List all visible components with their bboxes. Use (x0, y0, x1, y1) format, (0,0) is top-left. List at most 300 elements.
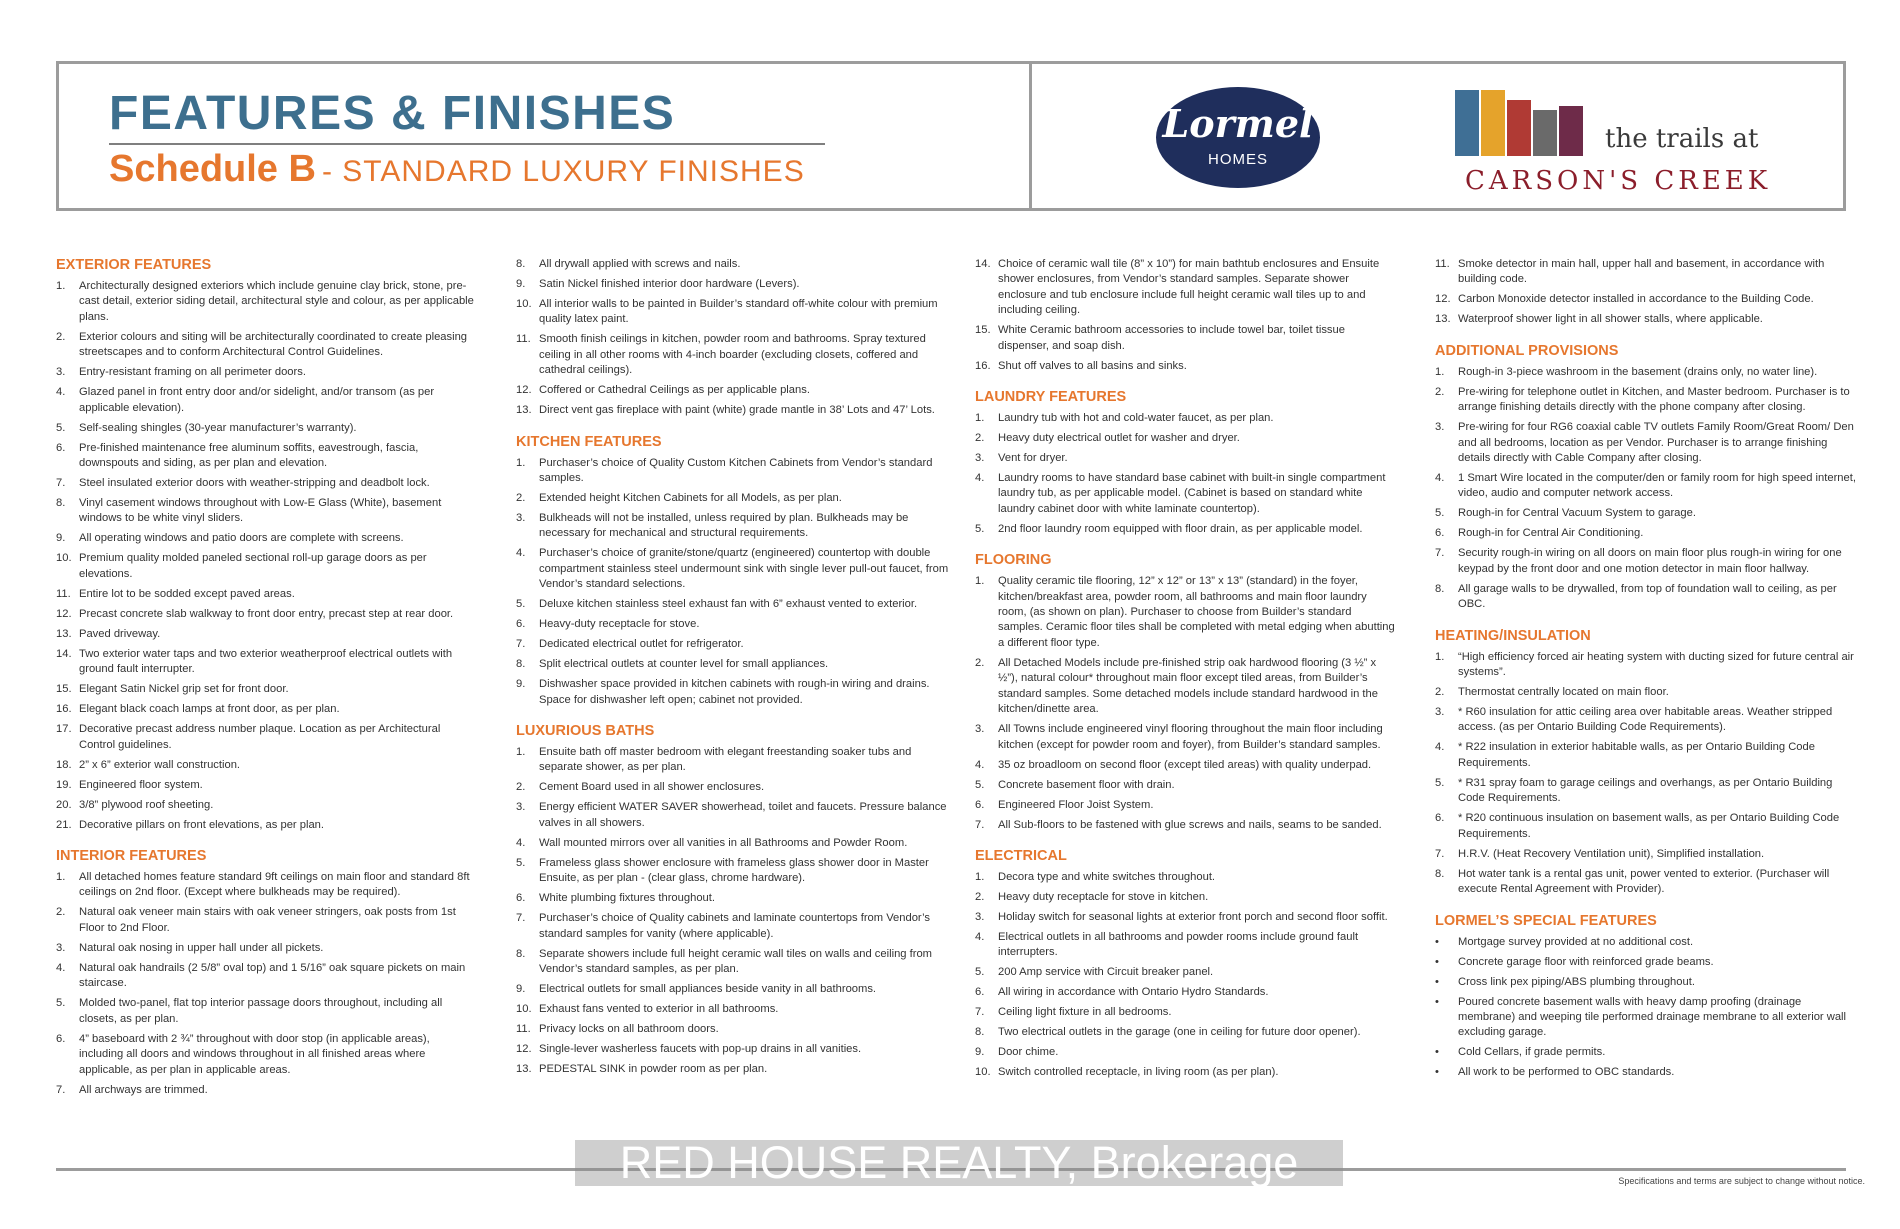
list-item (1435, 1065, 1860, 1080)
item-text: Ceiling light fixture in all bedrooms. (998, 1006, 1172, 1019)
item-number: 2. (56, 906, 66, 919)
item-text: Decorative precast address number plaque. Location as per Architectural Control guidelines. (79, 723, 441, 751)
section-additional-provisions (1435, 343, 1860, 613)
item-text: All drywall applied with screws and nails. (539, 258, 741, 270)
item-list (1435, 650, 1860, 898)
item-number: 10. (516, 298, 532, 310)
item-number: 1. (516, 456, 526, 469)
item-text: Dishwasher space provided in kitchen cabinets with rough-in wiring and drains. Space for dishwasher left open; cabinet not provided. (539, 678, 930, 706)
list-item (975, 411, 1395, 426)
item-text: Quality ceramic tile flooring, 12” x 12” or 13” x 13” (standard) in the foyer, kitchen/breakfast area, powder room, all bathrooms and main floor laundry room, (as shown on plan). Purchaser to choose from Builder’s standard samples. Ceramic floor tiles shall be completed with metal edging when abutting a different floor type. (998, 575, 1395, 649)
list-item (1435, 776, 1860, 807)
item-text: All garage walls to be drywalled, from top of foundation wall to ceiling, as per OBC. (1458, 582, 1837, 611)
item-number: 1. (975, 412, 985, 425)
item-number: 6. (56, 1032, 66, 1045)
item-number: 7. (516, 912, 526, 925)
list-item (516, 456, 952, 487)
item-text: Dedicated electrical outlet for refrigerator. (539, 638, 744, 651)
page-subtitle (109, 148, 805, 191)
list-item (56, 421, 474, 436)
list-item (516, 383, 952, 398)
item-number: 1. (516, 746, 526, 759)
item-number: 8. (516, 947, 526, 960)
list-item (56, 778, 474, 793)
item-number: 9. (56, 532, 66, 545)
item-number: 2. (975, 656, 985, 669)
item-text: Choice of ceramic wall tile (8” x 10”) for main bathtub enclosures and Ensuite shower enclosures, from Vendor’s standard samples. Separate shower enclosure and tub enclosure include full height ceramic wall tiles up to and including ceiling. (998, 258, 1380, 317)
item-text: Single-lever washerless faucets with pop-up drains in all vanities. (539, 1043, 862, 1056)
item-number: 6. (1435, 527, 1445, 540)
item-number: 5. (516, 856, 526, 869)
item-text: Two exterior water taps and two exterior weatherproof electrical outlets with ground fault interrupter. (79, 647, 453, 676)
item-number: 11. (516, 1023, 531, 1036)
list-item (1435, 582, 1860, 613)
column-3 (975, 257, 1395, 1096)
list-item (975, 257, 1395, 319)
list-item (516, 332, 952, 378)
item-text: 2” x 6” exterior wall construction. (79, 758, 241, 771)
item-text: Molded two-panel, flat top interior passage doors throughout, including all closets, as per plan. (79, 997, 443, 1025)
item-number: 13. (56, 627, 72, 640)
item-number: 3. (975, 452, 985, 465)
list-item (56, 758, 474, 773)
item-text: Hot water tank is a rental gas unit, power vented to exterior. (Purchaser will execute Rental Agreement with Provider). (1458, 867, 1830, 896)
list-item (56, 551, 474, 582)
item-text: Deluxe kitchen stainless steel exhaust fan with 6” exhaust vented to exterior. (539, 598, 918, 611)
list-item (975, 930, 1395, 961)
section-electrical-continued (1435, 257, 1860, 328)
item-number: 13. (1435, 313, 1451, 326)
section-interior-features (56, 848, 474, 1098)
brokerage-watermark (575, 1137, 1343, 1188)
list-item (975, 522, 1395, 537)
list-item (1435, 312, 1860, 327)
item-number: 12. (56, 607, 72, 620)
subtitle-description: - STANDARD LUXURY FINISHES (321, 155, 805, 188)
item-list (1435, 365, 1860, 613)
list-item (56, 279, 474, 325)
list-item (516, 1042, 952, 1057)
item-text: * R31 spray foam to garage ceilings and overhangs, as per Ontario Building Code Requirements. (1458, 776, 1833, 805)
item-number: • (1435, 995, 1439, 1008)
list-item (1435, 1045, 1860, 1060)
list-item (516, 657, 952, 672)
list-item (56, 870, 474, 901)
list-item (975, 656, 1395, 718)
item-number: 4. (1435, 741, 1445, 754)
item-text: Heavy duty electrical outlet for washer and dryer. (998, 432, 1240, 445)
list-item (56, 330, 474, 361)
list-item (1435, 955, 1860, 970)
item-text: Entry-resistant framing on all perimeter doors. (79, 366, 306, 379)
list-item (1435, 847, 1860, 862)
item-text: Switch controlled receptacle, in living room (as per plan). (998, 1066, 1279, 1079)
list-item (516, 617, 952, 632)
item-number: 19. (56, 778, 72, 791)
item-text: Self-sealing shingles (30-year manufacturer’s warranty). (79, 421, 357, 434)
item-text: Pre-wiring for telephone outlet in Kitchen, and Master bedroom. Purchaser is to arrange finishing details directly with the phone company after closing. (1458, 385, 1850, 414)
list-item (56, 587, 474, 602)
item-number: 10. (56, 552, 72, 565)
item-number: 3. (516, 512, 526, 525)
list-item (56, 798, 474, 813)
list-item (56, 647, 474, 678)
section-baths-continued (975, 257, 1395, 374)
lormel-logo-homes: HOMES (1207, 151, 1268, 168)
item-text: Cross link pex piping/ABS plumbing throughout. (1458, 975, 1695, 988)
item-number: 12. (516, 1043, 532, 1056)
item-text: Mortgage survey provided at no additional cost. (1458, 935, 1694, 948)
item-number: 8. (516, 258, 526, 270)
list-item (516, 257, 952, 272)
logo-trails-text: the trails at (1605, 124, 1759, 154)
list-item (1435, 705, 1860, 736)
list-item (56, 607, 474, 622)
logo-bar-gray (1533, 110, 1557, 156)
item-list (975, 257, 1395, 374)
list-item (516, 947, 952, 978)
item-number: 6. (975, 986, 985, 999)
list-item (56, 818, 474, 833)
list-item (1435, 995, 1860, 1041)
item-number: 4. (975, 472, 985, 485)
section-title: EXTERIOR FEATURES (56, 257, 212, 273)
item-number: • (1435, 1066, 1439, 1079)
list-item (1435, 365, 1860, 380)
item-text: Pre-finished maintenance free aluminum soffits, eavestrough, fascia, downspouts and siding, as per plan and elevation. (79, 441, 419, 470)
item-text: H.R.V. (Heat Recovery Ventilation unit), Simplified installation. (1458, 847, 1765, 860)
item-number: 12. (1435, 293, 1451, 306)
item-number: 11. (516, 333, 531, 346)
section-kitchen-features (516, 434, 952, 708)
item-number: 11. (56, 587, 71, 600)
section-title: HEATING/INSULATION (1435, 627, 1591, 644)
list-item (1435, 385, 1860, 416)
section-exterior-features (56, 257, 474, 833)
lormel-homes-logo (1156, 87, 1320, 188)
item-text: White Ceramic bathroom accessories to include towel bar, toilet tissue dispenser, and soap dish. (998, 324, 1345, 352)
list-item (975, 758, 1395, 773)
item-list (516, 257, 952, 419)
list-item (516, 982, 952, 997)
item-text: Carbon Monoxide detector installed in accordance to the Building Code. (1458, 293, 1814, 306)
item-number: 1. (56, 871, 66, 884)
item-text: Heavy duty receptacle for stove in kitchen. (998, 890, 1209, 903)
list-item (516, 780, 952, 795)
item-number: 7. (975, 818, 985, 831)
item-text: Natural oak nosing in upper hall under all pickets. (79, 941, 324, 954)
item-text: Privacy locks on all bathroom doors. (539, 1023, 719, 1036)
item-number: 5. (975, 522, 985, 535)
item-number: 15. (56, 683, 72, 696)
item-text: Electrical outlets in all bathrooms and powder rooms include ground fault interrupters. (998, 930, 1359, 959)
list-item (516, 297, 952, 328)
list-item (975, 798, 1395, 813)
item-text: Rough-in for Central Vacuum System to garage. (1458, 507, 1696, 520)
item-text: Laundry rooms to have standard base cabinet with built-in single compartment laundry tub, as per applicable model. (Cabinet is based on standard white laundry cabinet door with white laminate countertop). (998, 472, 1386, 515)
column-1 (56, 257, 474, 1113)
item-number: 3. (1435, 421, 1445, 434)
list-item (56, 996, 474, 1027)
item-number: 10. (975, 1066, 991, 1079)
item-number: 9. (516, 678, 526, 691)
item-text: Engineered floor system. (79, 778, 203, 791)
item-text: Smoke detector in main hall, upper hall and basement, in accordance with building code. (1458, 258, 1825, 286)
item-text: Engineered Floor Joist System. (998, 798, 1154, 811)
list-item (56, 1083, 474, 1098)
item-text: Concrete basement floor with drain. (998, 778, 1175, 791)
item-text: Wall mounted mirrors over all vanities in all Bathrooms and Powder Room. (539, 836, 908, 849)
item-text: Thermostat centrally located on main floor. (1458, 686, 1669, 699)
list-item (975, 471, 1395, 517)
item-text: Door chime. (998, 1046, 1059, 1059)
list-item (516, 856, 952, 887)
item-text: Exhaust fans vented to exterior in all bathrooms. (539, 1003, 779, 1016)
item-text: Cement Board used in all shower enclosures. (539, 781, 765, 794)
list-item (56, 1032, 474, 1078)
subtitle-schedule: Schedule B (109, 148, 316, 190)
item-text: Decora type and white switches throughout. (998, 870, 1216, 883)
list-item (1435, 526, 1860, 541)
item-text: Two electrical outlets in the garage (one in ceiling for future door opener). (998, 1026, 1361, 1039)
list-item (975, 910, 1395, 925)
list-item (1435, 740, 1860, 771)
list-item (1435, 292, 1860, 307)
item-number: • (1435, 975, 1439, 988)
item-text: Pre-wiring for four RG6 coaxial cable TV outlets Family Room/Great Room/ Den and all bedrooms, location as per Vendor. Purchaser is to arrange finishing details directly with Cable Company after closing. (1458, 421, 1854, 465)
item-text: Natural oak handrails (2 5/8” oval top) and 1 5/16” oak square pickets on main staircase. (79, 961, 466, 990)
list-item (56, 365, 474, 380)
item-number: 13. (516, 404, 532, 417)
item-text: Rough-in for Central Air Conditioning. (1458, 527, 1644, 540)
item-number: 7. (516, 638, 526, 651)
list-item (516, 1022, 952, 1037)
list-item (516, 491, 952, 506)
section-title: FLOORING (975, 552, 1052, 569)
list-item (1435, 506, 1860, 521)
item-text: * R22 insulation in exterior habitable walls, as per Ontario Building Code Requirements. (1458, 741, 1815, 769)
item-number: 17. (56, 723, 72, 736)
item-number: 1. (1435, 650, 1445, 663)
logo-bar-orange (1481, 90, 1505, 156)
item-text: Rough-in 3-piece washroom in the basement (drains only, no water line). (1458, 365, 1818, 378)
item-text: Shut off valves to all basins and sinks. (998, 359, 1187, 372)
item-text: Security rough-in wiring on all doors on main floor plus rough-in wiring for one keypad by the front door and one motion detector in main floor hallway. (1458, 547, 1842, 575)
item-list (1435, 257, 1860, 328)
item-text: Glazed panel in front entry door and/or sidelight, and/or transom (as per applicable elevation). (79, 386, 435, 414)
watermark-text: RED HOUSE REALTY, Brokerage (619, 1137, 1299, 1188)
lormel-logo-word: Lormel (1162, 101, 1314, 146)
item-text: PEDESTAL SINK in powder room as per plan. (539, 1063, 768, 1076)
item-text: All interior walls to be painted in Builder’s standard off-white colour with premium quality latex paint. (539, 298, 938, 326)
list-item (1435, 867, 1860, 898)
list-item (516, 836, 952, 851)
list-item (516, 277, 952, 292)
item-number: 3. (516, 801, 526, 814)
list-item (56, 961, 474, 992)
item-number: 9. (516, 983, 526, 996)
item-text: Separate showers include full height ceramic wall tiles on walls and ceiling from Vendor’s standard samples, as per plan. (539, 947, 932, 976)
item-text: Electrical outlets for small appliances beside vanity in all bathrooms. (539, 983, 877, 996)
item-text: Elegant Satin Nickel grip set for front door. (79, 683, 289, 696)
item-text: Concrete garage floor with reinforced grade beams. (1458, 955, 1714, 968)
item-number: 5. (975, 966, 985, 979)
list-item (1435, 811, 1860, 842)
item-number: 5. (56, 997, 66, 1010)
section-interior-features-continued (516, 257, 952, 419)
list-item (1435, 650, 1860, 681)
list-item (516, 597, 952, 612)
item-number: 7. (1435, 847, 1445, 860)
section-heating-insulation (1435, 628, 1860, 898)
item-list (56, 279, 474, 833)
item-text: 2nd floor laundry room equipped with floor drain, as per applicable model. (998, 522, 1363, 535)
item-text: * R60 insulation for attic ceiling area over habitable areas. Weather stripped access. (as per Ontario Building Code Requirements). (1458, 706, 1833, 734)
item-number: 4. (516, 547, 526, 560)
list-item (1435, 975, 1860, 990)
item-number: 6. (56, 441, 66, 454)
item-number: 6. (975, 798, 985, 811)
section-title: LUXURIOUS BATHS (516, 723, 655, 740)
page-title: FEATURES & FINISHES (109, 87, 676, 140)
list-item (56, 941, 474, 956)
item-number: • (1435, 935, 1439, 948)
item-number: 7. (56, 1083, 66, 1096)
item-number: 5. (975, 778, 985, 791)
item-text: 1 Smart Wire located in the computer/den or family room for high speed internet, video, audio and computer network access. (1458, 472, 1856, 500)
list-item (516, 1002, 952, 1017)
item-text: Frameless glass shower enclosure with frameless glass shower door in Master Ensuite, as per plan - (clear glass, chrome hardware). (539, 856, 929, 885)
list-item (975, 1045, 1395, 1060)
item-number: 9. (516, 278, 526, 290)
list-item (975, 574, 1395, 651)
list-item (975, 431, 1395, 446)
item-text: Decorative pillars on front elevations, as per plan. (79, 818, 325, 831)
item-text: Satin Nickel finished interior door hardware (Levers). (539, 278, 800, 290)
item-number: 5. (56, 421, 66, 434)
header-box (56, 61, 1846, 211)
list-item (1435, 546, 1860, 577)
trails-carsons-creek-logo (1455, 76, 1785, 198)
section-luxurious-baths (516, 723, 952, 1077)
column-4 (1435, 257, 1860, 1096)
list-item (975, 722, 1395, 753)
list-item (975, 965, 1395, 980)
section-title: INTERIOR FEATURES (56, 848, 207, 865)
list-item (975, 323, 1395, 354)
column-2 (516, 257, 952, 1093)
item-list (975, 870, 1395, 1081)
item-number: 4. (56, 961, 66, 974)
list-item (56, 702, 474, 717)
item-number: 16. (56, 703, 72, 716)
list-item (975, 818, 1395, 833)
item-text: Coffered or Cathedral Ceilings as per applicable plans. (539, 384, 810, 397)
item-number: 4. (516, 836, 526, 849)
item-text: 3/8” plywood roof sheeting. (79, 798, 214, 811)
item-number: 4. (1435, 472, 1445, 485)
item-number: • (1435, 1046, 1439, 1059)
list-item (1435, 471, 1860, 502)
list-item (516, 911, 952, 942)
item-number: 1. (975, 870, 985, 883)
item-text: Extended height Kitchen Cabinets for all Models, as per plan. (539, 492, 842, 505)
item-number: 5. (516, 598, 526, 611)
item-number: 9. (975, 1046, 985, 1059)
list-item (1435, 685, 1860, 700)
item-text: Poured concrete basement walls with heavy damp proofing (drainage membrane) and weeping tile performed drainage membrane to all exterior wall excluding garage. (1458, 995, 1847, 1039)
item-text: All Towns include engineered vinyl flooring throughout the main floor including kitchen (except for powder room and foyer), from Builder’s standard samples. (998, 723, 1383, 751)
item-number: 20. (56, 798, 72, 811)
title-divider (109, 143, 825, 145)
item-number: 2. (975, 890, 985, 903)
item-number: 1. (56, 280, 66, 292)
list-item (516, 800, 952, 831)
item-text: Smooth finish ceilings in kitchen, powder room and bathrooms. Spray textured ceiling in all other rooms with 4-inch boarder (excluding closets, coffered and cathedral ceilings). (539, 333, 926, 377)
list-item (975, 890, 1395, 905)
item-text: Cold Cellars, if grade permits. (1458, 1046, 1606, 1059)
item-number: 2. (1435, 686, 1445, 699)
list-item (975, 359, 1395, 374)
item-text: 200 Amp service with Circuit breaker panel. (998, 966, 1214, 979)
item-text: “High efficiency forced air heating system with ducting sized for future central air systems”. (1458, 650, 1854, 679)
section-title: LORMEL’S SPECIAL FEATURES (1435, 912, 1657, 929)
item-number: 3. (1435, 706, 1445, 719)
item-number: 14. (975, 258, 991, 270)
item-number: 15. (975, 324, 991, 337)
list-item (516, 511, 952, 542)
list-item (56, 627, 474, 642)
item-text: Purchaser’s choice of granite/stone/quartz (engineered) countertop with double compartment stainless steel undermount sink with single lever pull-out faucet, from Vendor’s standard selections. (539, 547, 949, 591)
list-item (56, 441, 474, 472)
item-number: 8. (516, 658, 526, 671)
section-title: KITCHEN FEATURES (516, 433, 662, 450)
item-text: Precast concrete slab walkway to front door entry, precast step at rear door. (79, 607, 454, 620)
list-item (56, 476, 474, 491)
item-text: 4” baseboard with 2 ¾” throughout with door stop (in applicable areas), including all doors and windows throughout in all finished areas where applicable, as per plan in applicable areas. (79, 1032, 430, 1076)
list-item (975, 870, 1395, 885)
disclaimer-text: Specifications and terms are subject to change without notice. (1618, 1176, 1865, 1186)
item-number: 3. (975, 910, 985, 923)
list-item (56, 722, 474, 753)
item-number: 14. (56, 647, 72, 660)
item-text: All operating windows and patio doors are complete with screens. (79, 532, 404, 545)
item-list (1435, 935, 1860, 1081)
item-text: Steel insulated exterior doors with weather-stripping and deadbolt lock. (79, 477, 430, 490)
item-number: 11. (1435, 258, 1450, 270)
list-item (516, 745, 952, 776)
item-number: 8. (975, 1026, 985, 1039)
section-title: LAUNDRY FEATURES (975, 389, 1127, 406)
section-laundry-features (975, 389, 1395, 537)
item-text: Elegant black coach lamps at front door, as per plan. (79, 703, 340, 716)
item-number: 4. (975, 758, 985, 771)
list-item (56, 682, 474, 697)
item-number: 7. (56, 477, 66, 490)
list-item (1435, 935, 1860, 950)
item-text: All detached homes feature standard 9ft ceilings on main floor and standard 8ft ceilings on 2nd floor. (Except where bulkheads may be required). (79, 871, 470, 899)
list-item (516, 1062, 952, 1077)
item-text: Paved driveway. (79, 627, 161, 640)
list-item (56, 531, 474, 546)
item-number: 8. (1435, 867, 1445, 880)
item-number: 2. (975, 432, 985, 445)
list-item (975, 985, 1395, 1000)
list-item (56, 385, 474, 416)
list-item (56, 496, 474, 527)
item-number: 2. (1435, 385, 1445, 398)
item-text: Vent for dryer. (998, 452, 1068, 465)
